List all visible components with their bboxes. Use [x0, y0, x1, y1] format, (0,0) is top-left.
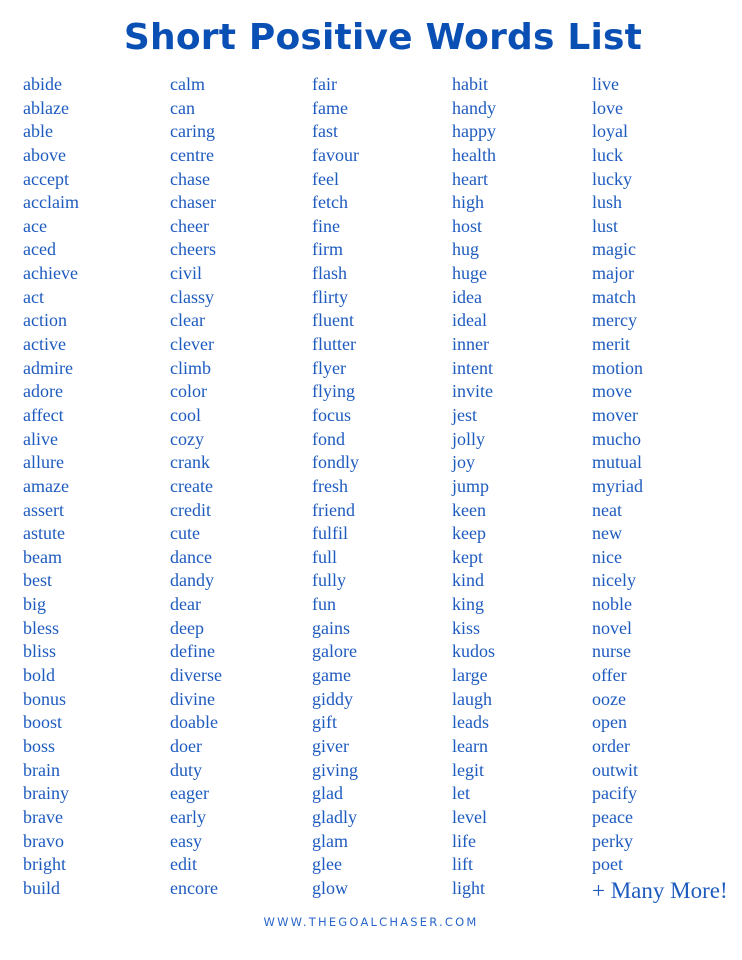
word-item: fresh — [312, 475, 348, 496]
word-item: early — [170, 806, 206, 827]
word-item: beam — [23, 546, 62, 567]
word-item: pacify — [592, 783, 637, 804]
word-item: eager — [170, 783, 209, 804]
word-item: bless — [23, 617, 59, 638]
word-item: build — [23, 877, 61, 898]
word-item: nurse — [592, 641, 631, 662]
word-item: admire — [23, 357, 73, 378]
word-item: let — [452, 783, 470, 804]
word-item: bold — [23, 665, 56, 686]
word-item: clear — [170, 310, 205, 331]
word-item: caring — [170, 121, 215, 142]
word-item: jest — [452, 404, 477, 425]
word-item: live — [592, 74, 619, 94]
word-item: chase — [170, 168, 210, 189]
word-item: centre — [170, 144, 214, 165]
word-item: lift — [452, 854, 473, 875]
word-item: fully — [312, 570, 346, 591]
word-item: offer — [592, 665, 627, 686]
word-item: game — [312, 665, 351, 686]
word-item: keep — [452, 523, 486, 544]
word-item: mover — [592, 404, 638, 425]
word-item: adore — [23, 381, 63, 402]
word-item: brave — [23, 806, 63, 827]
word-item: glad — [312, 783, 343, 804]
word-item: credit — [170, 499, 211, 520]
word-item: fair — [312, 74, 337, 94]
word-item: luck — [592, 144, 623, 165]
word-item: move — [592, 381, 632, 402]
word-item: cute — [170, 523, 200, 544]
word-item: full — [312, 546, 337, 567]
website-footer: WWW.THEGOALCHASER.COM — [263, 915, 479, 929]
word-item: fond — [312, 428, 345, 449]
word-item: inner — [452, 334, 489, 355]
word-item: neat — [592, 499, 622, 520]
word-item: able — [23, 121, 53, 142]
word-item: health — [452, 144, 496, 165]
word-item: novel — [592, 617, 632, 638]
word-item: keen — [452, 499, 486, 520]
word-item: galore — [312, 641, 357, 662]
page-title: Short Positive Words List — [123, 17, 643, 58]
word-item: glow — [312, 877, 348, 898]
word-item: poet — [592, 854, 623, 875]
word-item: fun — [312, 594, 336, 615]
word-item: flash — [312, 263, 347, 284]
word-item: friend — [312, 499, 355, 520]
word-item: act — [23, 286, 44, 307]
word-item: flyer — [312, 357, 346, 378]
word-item: ace — [23, 215, 47, 236]
word-item: gains — [312, 617, 350, 638]
word-item: outwit — [592, 759, 639, 780]
word-item: large — [452, 665, 488, 686]
word-item: best — [23, 570, 52, 591]
word-item: legit — [452, 759, 484, 780]
word-item: learn — [452, 735, 488, 756]
word-item: kept — [452, 546, 483, 567]
word-item: level — [452, 806, 487, 827]
word-item: lucky — [592, 168, 632, 189]
word-item: brainy — [23, 783, 69, 804]
word-item: gladly — [312, 806, 357, 827]
word-item: define — [170, 641, 215, 662]
word-item: host — [452, 215, 483, 236]
word-item: magic — [592, 239, 636, 260]
word-item: love — [592, 97, 623, 118]
word-item: match — [592, 286, 636, 307]
word-item: edit — [170, 854, 197, 875]
word-item: encore — [170, 877, 218, 898]
word-item: merit — [592, 334, 630, 355]
word-item: lust — [592, 215, 619, 236]
word-item: peace — [592, 806, 633, 827]
word-item: fondly — [312, 452, 359, 473]
word-item: abide — [23, 74, 62, 94]
word-item: mutual — [592, 452, 642, 473]
word-item: flutter — [312, 334, 356, 355]
word-item: happy — [452, 121, 496, 142]
word-item: firm — [312, 239, 343, 260]
word-item: bright — [23, 854, 66, 875]
many-more-label: + Many More! — [592, 877, 728, 903]
word-item: action — [23, 310, 67, 331]
word-item: color — [170, 381, 207, 402]
word-item: habit — [452, 74, 488, 94]
word-item: cool — [170, 404, 201, 425]
word-item: mercy — [592, 310, 637, 331]
word-item: jolly — [452, 428, 486, 449]
word-item: light — [452, 877, 486, 898]
word-item: divine — [170, 688, 215, 709]
word-item: kudos — [452, 641, 496, 662]
word-item: nicely — [592, 570, 636, 591]
word-item: aced — [23, 239, 56, 260]
word-item: clever — [170, 334, 214, 355]
word-item: astute — [23, 523, 65, 544]
word-item: amaze — [23, 475, 69, 496]
word-item: duty — [170, 759, 203, 780]
word-item: diverse — [170, 665, 222, 686]
word-item: bravo — [23, 830, 64, 851]
word-column-3 — [312, 73, 359, 900]
word-item: feel — [312, 168, 339, 189]
word-item: crank — [170, 452, 210, 473]
word-item: fine — [312, 215, 340, 236]
word-item: achieve — [23, 263, 78, 284]
word-item: boost — [23, 712, 63, 733]
word-item: fast — [312, 121, 338, 142]
word-item: fame — [312, 97, 348, 118]
word-item: dear — [170, 594, 201, 615]
word-item: can — [170, 97, 195, 118]
word-item: new — [592, 523, 622, 544]
word-item: assert — [23, 499, 64, 520]
word-item: intent — [452, 357, 493, 378]
word-item: myriad — [592, 475, 643, 496]
word-item: chaser — [170, 192, 216, 213]
word-item: classy — [170, 286, 214, 307]
word-item: affect — [23, 404, 64, 425]
word-item: fetch — [312, 192, 348, 213]
word-item: cheer — [170, 215, 209, 236]
word-item: kind — [452, 570, 485, 591]
word-item: life — [452, 830, 476, 851]
word-item: motion — [592, 357, 644, 378]
word-column-1 — [23, 73, 79, 900]
word-item: giddy — [312, 688, 354, 709]
word-item: glam — [312, 830, 348, 851]
word-item: dance — [170, 546, 212, 567]
word-item: idea — [452, 286, 482, 307]
word-item: big — [23, 594, 47, 615]
word-item: kiss — [452, 617, 481, 638]
word-item: above — [23, 144, 66, 165]
word-item: flirty — [312, 286, 348, 307]
word-item: cozy — [170, 428, 204, 449]
word-item: loyal — [592, 121, 628, 142]
word-item: giving — [312, 759, 359, 780]
word-item: leads — [452, 712, 489, 733]
word-item: joy — [452, 452, 476, 473]
word-item: favour — [312, 144, 359, 165]
word-item: bonus — [23, 688, 67, 709]
word-item: open — [592, 712, 627, 733]
word-item: acclaim — [23, 192, 79, 213]
word-item: boss — [23, 735, 56, 756]
word-item: ablaze — [23, 97, 69, 118]
word-item: alive — [23, 428, 58, 449]
word-item: climb — [170, 357, 211, 378]
word-item: gift — [312, 712, 337, 733]
word-column-2 — [170, 73, 222, 900]
word-item: fulfil — [312, 523, 348, 544]
word-item: huge — [452, 263, 487, 284]
word-item: brain — [23, 759, 60, 780]
word-item: focus — [312, 404, 351, 425]
word-item: lush — [592, 192, 623, 213]
word-item: mucho — [592, 428, 641, 449]
word-item: king — [452, 594, 485, 615]
word-item: nice — [592, 546, 622, 567]
word-item: doer — [170, 735, 202, 756]
word-item: giver — [312, 735, 349, 756]
word-item: order — [592, 735, 630, 756]
word-item: create — [170, 475, 213, 496]
word-item: allure — [23, 452, 64, 473]
word-item: handy — [452, 97, 496, 118]
word-item: jump — [452, 475, 490, 496]
word-item: bliss — [23, 641, 57, 662]
word-item: major — [592, 263, 634, 284]
word-item: deep — [170, 617, 204, 638]
word-item: noble — [592, 594, 632, 615]
word-item: civil — [170, 263, 202, 284]
word-item: cheers — [170, 239, 216, 260]
word-item: heart — [452, 168, 488, 189]
word-item: doable — [170, 712, 218, 733]
word-item: dandy — [170, 570, 214, 591]
word-item: perky — [592, 830, 633, 851]
word-item: fluent — [312, 310, 354, 331]
word-column-4 — [452, 73, 496, 900]
word-item: ideal — [452, 310, 487, 331]
word-item: hug — [452, 239, 479, 260]
word-item: calm — [170, 74, 205, 94]
word-item: active — [23, 334, 66, 355]
word-item: high — [452, 192, 485, 213]
word-item: flying — [312, 381, 355, 402]
word-item: ooze — [592, 688, 626, 709]
word-item: accept — [23, 168, 69, 189]
word-item: glee — [312, 854, 342, 875]
word-item: laugh — [452, 688, 492, 709]
word-column-5 — [592, 73, 728, 903]
word-item: invite — [452, 381, 493, 402]
word-item: easy — [170, 830, 202, 851]
